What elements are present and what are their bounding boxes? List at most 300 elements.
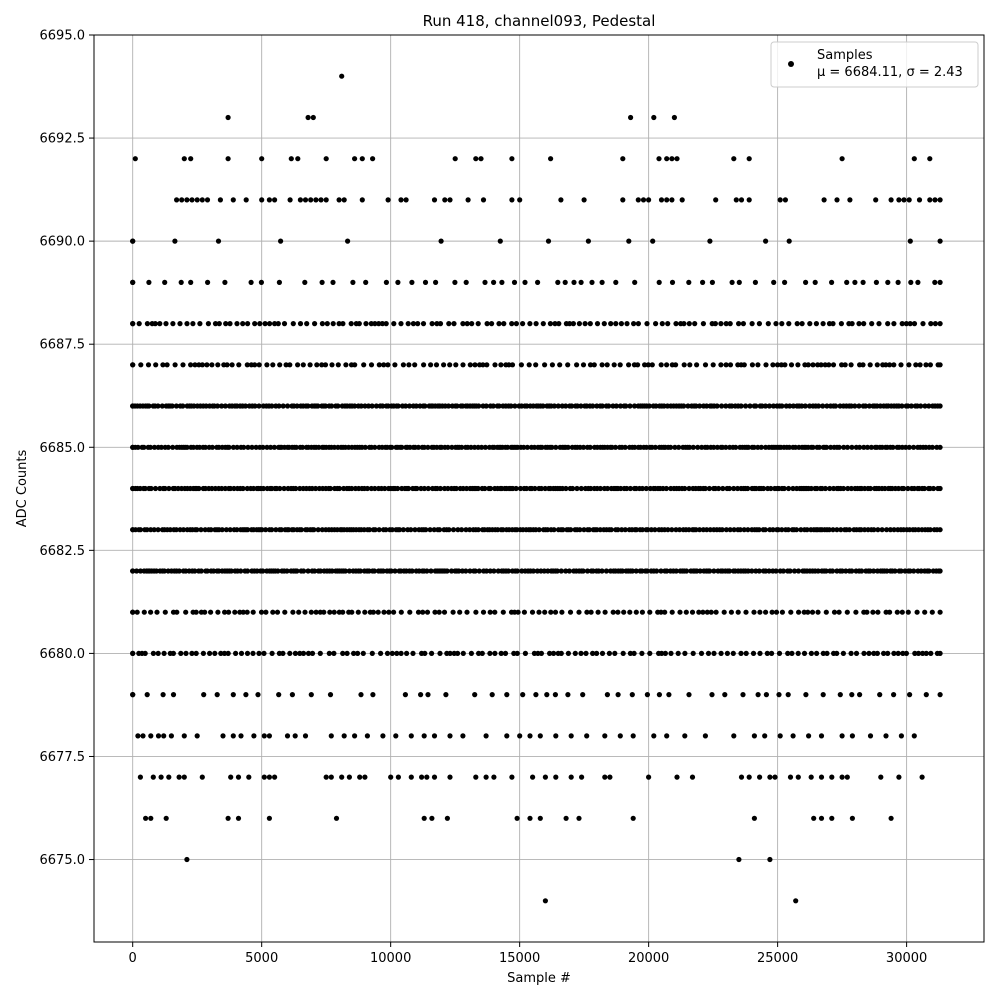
x-tick-label: 0 <box>128 951 137 966</box>
data-point <box>908 239 913 244</box>
data-point <box>718 321 723 326</box>
data-point <box>148 733 153 738</box>
data-point <box>287 651 292 656</box>
data-point <box>447 733 452 738</box>
data-point <box>252 362 257 367</box>
data-point <box>594 651 599 656</box>
data-point <box>218 197 223 202</box>
data-point <box>875 610 880 615</box>
data-point <box>478 156 483 161</box>
data-point <box>822 197 827 202</box>
data-point <box>339 74 344 79</box>
data-point <box>489 321 494 326</box>
data-point <box>938 321 943 326</box>
x-tick-label: 15000 <box>498 951 541 966</box>
data-point <box>669 156 674 161</box>
data-point <box>636 197 641 202</box>
data-point <box>396 775 401 780</box>
data-point <box>516 610 521 615</box>
data-point <box>378 651 383 656</box>
data-point <box>276 321 281 326</box>
data-point <box>690 610 695 615</box>
data-point <box>927 156 932 161</box>
data-point <box>453 362 458 367</box>
data-point <box>360 156 365 161</box>
data-point <box>924 692 929 697</box>
data-point <box>332 610 337 615</box>
data-point <box>216 239 221 244</box>
data-point <box>824 610 829 615</box>
data-point <box>860 362 865 367</box>
data-point <box>220 733 225 738</box>
data-point <box>226 816 231 821</box>
data-point <box>393 733 398 738</box>
data-point <box>371 610 376 615</box>
data-point <box>514 321 519 326</box>
data-point <box>385 362 390 367</box>
data-point <box>668 651 673 656</box>
data-point <box>231 197 236 202</box>
data-point <box>722 692 727 697</box>
data-point <box>690 775 695 780</box>
data-point <box>857 692 862 697</box>
data-point <box>632 280 637 285</box>
data-point <box>711 651 716 656</box>
data-point <box>201 651 206 656</box>
y-tick-label: 6692.5 <box>39 131 85 147</box>
data-point <box>276 692 281 697</box>
data-point <box>600 651 605 656</box>
data-point <box>938 445 943 450</box>
data-point <box>195 733 200 738</box>
data-point <box>938 403 943 408</box>
x-tick-label: 5000 <box>245 951 279 966</box>
data-point <box>370 651 375 656</box>
data-point <box>906 610 911 615</box>
data-point <box>358 692 363 697</box>
data-point <box>523 651 528 656</box>
x-tick-label: 10000 <box>369 951 412 966</box>
data-point <box>592 362 597 367</box>
data-point <box>864 610 869 615</box>
data-point <box>295 156 300 161</box>
data-point <box>834 197 839 202</box>
data-point <box>251 610 256 615</box>
data-point <box>873 197 878 202</box>
data-point <box>498 362 503 367</box>
data-point <box>385 651 390 656</box>
y-tick-label: 6680.0 <box>39 646 85 662</box>
data-point <box>324 156 329 161</box>
data-point <box>666 692 671 697</box>
y-tick-label: 6685.0 <box>39 440 85 456</box>
data-point <box>791 733 796 738</box>
data-point <box>769 651 774 656</box>
data-point <box>388 775 393 780</box>
data-point <box>244 197 249 202</box>
data-point <box>481 197 486 202</box>
data-point <box>900 610 905 615</box>
data-point <box>861 280 866 285</box>
data-point <box>302 610 307 615</box>
data-point <box>932 197 937 202</box>
data-point <box>651 115 656 120</box>
data-point <box>734 197 739 202</box>
data-point <box>277 362 282 367</box>
data-point <box>571 280 576 285</box>
data-point <box>442 197 447 202</box>
data-point <box>814 321 819 326</box>
data-point <box>329 775 334 780</box>
data-point <box>285 733 290 738</box>
data-point <box>153 362 158 367</box>
data-point <box>558 197 563 202</box>
data-point <box>245 610 250 615</box>
data-point <box>786 321 791 326</box>
data-point <box>752 816 757 821</box>
data-point <box>543 775 548 780</box>
data-point <box>907 197 912 202</box>
data-point <box>778 197 783 202</box>
data-point <box>207 651 212 656</box>
data-point <box>584 733 589 738</box>
data-point <box>340 321 345 326</box>
data-point <box>499 280 504 285</box>
data-point <box>357 321 362 326</box>
data-point <box>533 692 538 697</box>
data-point <box>282 321 287 326</box>
data-point <box>183 651 188 656</box>
data-point <box>407 610 412 615</box>
data-point <box>130 403 135 408</box>
data-point <box>473 610 478 615</box>
data-point <box>170 321 175 326</box>
data-point <box>729 610 734 615</box>
data-point <box>504 733 509 738</box>
data-point <box>751 610 756 615</box>
data-point <box>259 280 264 285</box>
y-tick-label: 6690.0 <box>39 234 85 250</box>
data-point <box>365 733 370 738</box>
data-point <box>337 197 342 202</box>
data-point <box>847 197 852 202</box>
data-point <box>190 321 195 326</box>
data-point <box>157 321 162 326</box>
data-point <box>692 321 697 326</box>
data-point <box>243 692 248 697</box>
data-point <box>447 775 452 780</box>
data-point <box>165 362 170 367</box>
x-tick-label: 25000 <box>756 951 799 966</box>
data-point <box>345 651 350 656</box>
data-point <box>713 321 718 326</box>
data-point <box>472 362 477 367</box>
data-point <box>878 775 883 780</box>
data-point <box>850 816 855 821</box>
data-point <box>646 197 651 202</box>
data-point <box>130 486 135 491</box>
data-point <box>301 568 306 573</box>
data-point <box>143 651 148 656</box>
data-point <box>819 775 824 780</box>
data-point <box>517 733 522 738</box>
data-point <box>831 362 836 367</box>
data-point <box>304 321 309 326</box>
data-point <box>538 816 543 821</box>
y-tick-label: 6695.0 <box>39 28 85 44</box>
data-point <box>576 610 581 615</box>
data-point <box>880 527 885 532</box>
data-point <box>728 362 733 367</box>
data-point <box>829 280 834 285</box>
data-point <box>938 610 943 615</box>
data-point <box>298 321 303 326</box>
data-point <box>206 321 211 326</box>
data-point <box>908 280 913 285</box>
data-point <box>627 610 632 615</box>
data-point <box>509 321 514 326</box>
data-point <box>589 280 594 285</box>
data-point <box>469 321 474 326</box>
data-point <box>164 816 169 821</box>
data-point <box>564 816 569 821</box>
data-point <box>722 610 727 615</box>
data-point <box>509 775 514 780</box>
data-point <box>179 197 184 202</box>
data-point <box>424 775 429 780</box>
data-point <box>684 610 689 615</box>
data-point <box>361 362 366 367</box>
data-point <box>578 651 583 656</box>
data-point <box>251 733 256 738</box>
data-point <box>553 692 558 697</box>
data-point <box>877 692 882 697</box>
data-point <box>670 280 675 285</box>
data-point <box>347 775 352 780</box>
data-point <box>182 733 187 738</box>
data-point <box>295 362 300 367</box>
data-point <box>731 156 736 161</box>
data-point <box>885 280 890 285</box>
data-point <box>539 651 544 656</box>
data-point <box>240 321 245 326</box>
data-point <box>184 197 189 202</box>
data-point <box>466 197 471 202</box>
data-point <box>809 651 814 656</box>
data-point <box>527 362 532 367</box>
data-point <box>415 321 420 326</box>
data-point <box>800 321 805 326</box>
data-point <box>718 362 723 367</box>
data-point <box>200 362 205 367</box>
data-point <box>602 775 607 780</box>
data-point <box>392 362 397 367</box>
data-point <box>771 280 776 285</box>
data-point <box>320 280 325 285</box>
data-point <box>404 651 409 656</box>
data-point <box>569 733 574 738</box>
data-point <box>682 733 687 738</box>
data-point <box>249 280 254 285</box>
data-point <box>143 816 148 821</box>
data-point <box>491 280 496 285</box>
data-point <box>938 362 943 367</box>
data-point <box>710 280 715 285</box>
data-point <box>576 816 581 821</box>
data-point <box>605 362 610 367</box>
data-point <box>621 610 626 615</box>
data-point <box>568 610 573 615</box>
data-point <box>530 610 535 615</box>
data-point <box>481 610 486 615</box>
data-point <box>938 527 943 532</box>
data-point <box>739 197 744 202</box>
data-point <box>607 775 612 780</box>
data-point <box>550 362 555 367</box>
data-point <box>409 280 414 285</box>
data-point <box>130 321 135 326</box>
data-point <box>795 362 800 367</box>
data-point <box>632 651 637 656</box>
data-point <box>563 280 568 285</box>
data-point <box>410 651 415 656</box>
data-point <box>130 239 135 244</box>
data-point <box>491 775 496 780</box>
data-point <box>767 775 772 780</box>
data-point <box>938 486 943 491</box>
data-point <box>821 692 826 697</box>
data-point <box>651 733 656 738</box>
data-point <box>907 692 912 697</box>
data-point <box>501 610 506 615</box>
data-point <box>889 197 894 202</box>
data-point <box>802 651 807 656</box>
data-point <box>915 610 920 615</box>
data-point <box>484 733 489 738</box>
data-point <box>306 115 311 120</box>
data-point <box>662 610 667 615</box>
data-point <box>928 321 933 326</box>
data-point <box>938 651 943 656</box>
data-point <box>460 362 465 367</box>
data-point <box>889 816 894 821</box>
data-point <box>287 362 292 367</box>
data-point <box>399 651 404 656</box>
data-point <box>660 321 665 326</box>
data-point <box>904 651 909 656</box>
data-point <box>381 610 386 615</box>
data-point <box>270 362 275 367</box>
data-point <box>694 362 699 367</box>
data-point <box>361 651 366 656</box>
data-point <box>501 321 506 326</box>
data-point <box>318 197 323 202</box>
data-point <box>498 239 503 244</box>
data-point <box>182 156 187 161</box>
data-point <box>412 362 417 367</box>
data-point <box>420 610 425 615</box>
data-point <box>406 321 411 326</box>
data-point <box>130 568 135 573</box>
data-point <box>740 692 745 697</box>
data-point <box>731 651 736 656</box>
data-point <box>600 280 605 285</box>
data-point <box>898 362 903 367</box>
data-point <box>896 280 901 285</box>
data-point <box>200 775 205 780</box>
data-point <box>342 197 347 202</box>
data-point <box>850 321 855 326</box>
data-point <box>832 610 837 615</box>
data-point <box>205 280 210 285</box>
data-point <box>895 610 900 615</box>
data-point <box>542 362 547 367</box>
data-point <box>352 156 357 161</box>
data-point <box>434 362 439 367</box>
data-point <box>303 733 308 738</box>
data-point <box>445 816 450 821</box>
data-point <box>891 362 896 367</box>
data-point <box>370 156 375 161</box>
data-point <box>602 321 607 326</box>
data-point <box>773 321 778 326</box>
data-point <box>267 197 272 202</box>
data-point <box>509 197 514 202</box>
data-point <box>553 733 558 738</box>
data-point <box>357 775 362 780</box>
data-point <box>421 321 426 326</box>
data-point <box>619 321 624 326</box>
data-point <box>153 321 158 326</box>
data-point <box>657 692 662 697</box>
data-point <box>178 651 183 656</box>
data-point <box>437 610 442 615</box>
data-point <box>557 362 562 367</box>
data-point <box>352 362 357 367</box>
data-point <box>645 692 650 697</box>
data-point <box>174 610 179 615</box>
data-point <box>308 197 313 202</box>
data-point <box>782 280 787 285</box>
data-point <box>833 403 838 408</box>
y-axis-title: ADC Counts <box>15 449 30 528</box>
data-point <box>912 156 917 161</box>
data-point <box>928 651 933 656</box>
data-point <box>517 197 522 202</box>
data-point <box>342 733 347 738</box>
data-point <box>487 651 492 656</box>
data-point <box>135 733 140 738</box>
data-point <box>293 733 298 738</box>
data-point <box>756 692 761 697</box>
data-point <box>920 321 925 326</box>
data-point <box>548 610 553 615</box>
data-point <box>924 651 929 656</box>
data-point <box>912 733 917 738</box>
data-point <box>464 280 469 285</box>
data-point <box>441 362 446 367</box>
data-point <box>461 651 466 656</box>
data-point <box>406 362 411 367</box>
data-point <box>613 280 618 285</box>
data-point <box>208 610 213 615</box>
data-point <box>438 321 443 326</box>
data-point <box>465 321 470 326</box>
y-tick-label: 6675.0 <box>39 853 85 869</box>
data-point <box>783 197 788 202</box>
data-point <box>130 692 135 697</box>
data-point <box>618 733 623 738</box>
